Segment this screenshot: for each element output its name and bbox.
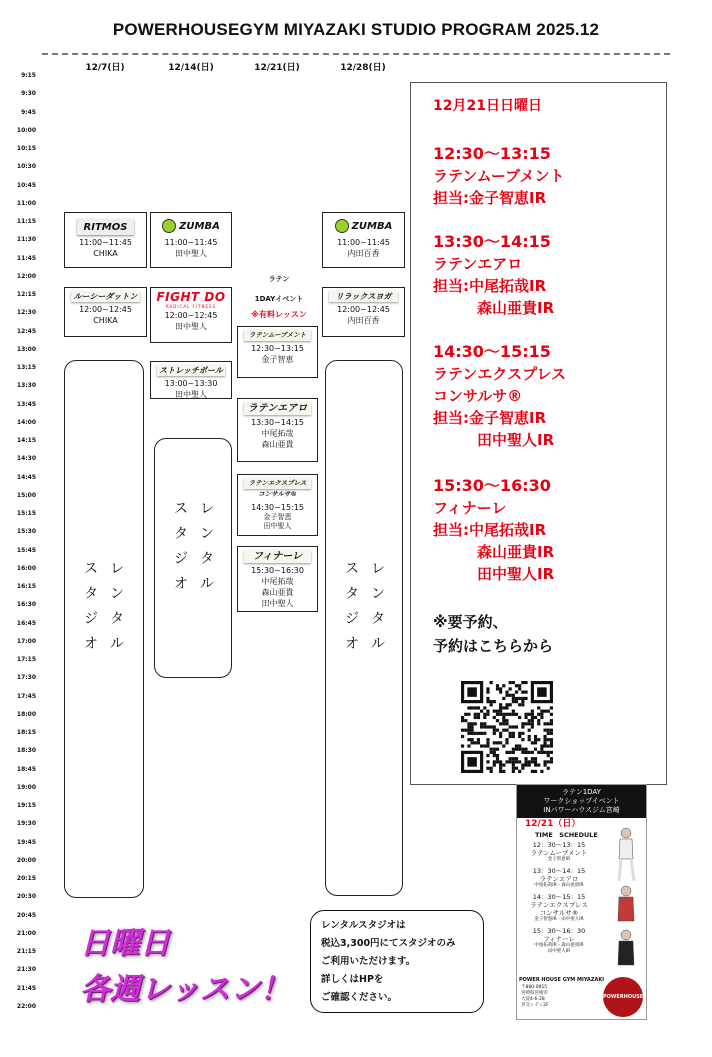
rental-note-line-2: 税込3,300円にてスタジオのみ: [321, 938, 456, 949]
poster-p1-staff: 金子智恵IR: [547, 857, 571, 862]
sunday-banner-2: 各週レッスン！: [80, 972, 290, 1007]
reservation-note-1: ※要予約、: [433, 613, 508, 631]
info-s3-name1: ラテンエクスプレス: [433, 365, 567, 383]
time-label: 10:30: [16, 163, 36, 171]
time-label: 10:15: [16, 145, 36, 152]
time-label: 12:30: [16, 309, 36, 317]
time-label: 12:15: [16, 291, 36, 298]
poster-address-4: 宮交シティ2F: [521, 1003, 549, 1008]
poster-p3-name: ラテンエクスプレス: [530, 901, 588, 909]
time-label: 13:00: [16, 345, 36, 353]
time-label: 20:15: [16, 875, 36, 882]
class-time: 13:00~13:30: [164, 379, 218, 388]
rental-col-a: レンタル: [110, 561, 124, 652]
poster-h2: ワークショップイベント: [543, 797, 620, 805]
date-header-3: 12/21(日): [254, 63, 300, 73]
poster-p1-name: ラテンムーブメント: [530, 849, 588, 857]
class-instructor: 森山亜貴: [261, 588, 294, 597]
info-s2-staff1: 担当:中尾拓哉IR: [433, 277, 547, 295]
zumba-logo: ZUMBA: [323, 218, 404, 234]
time-label: 21:00: [16, 929, 36, 937]
ritmos-logo: RITMOS: [77, 219, 134, 235]
date-header-2: 12/14(日): [168, 63, 214, 73]
class-time: 11:00~11:45: [337, 238, 390, 247]
rental-col-b: スタジオ: [84, 561, 98, 652]
info-s4-time: 15:30～16:30: [433, 476, 551, 495]
poster-gym-name: POWER HOUSE GYM MIYAZAKI: [519, 977, 605, 983]
class-instructor: 金子智恵: [263, 513, 292, 521]
rental-col-a: レンタル: [200, 501, 214, 592]
zumba-icon: [335, 219, 349, 233]
page-title: POWERHOUSEGYM MIYAZAKI STUDIO PROGRAM 2025.12: [112, 20, 600, 39]
poster-header: [517, 785, 646, 818]
class-time: 12:00~12:45: [337, 305, 390, 314]
rental-note-line-1: レンタルスタジオは: [321, 920, 406, 931]
class-zumba-1: [150, 212, 232, 268]
time-label: 12:00: [16, 272, 36, 280]
rental-studio-block-2: [154, 438, 232, 678]
info-date: 12月21日日曜日: [433, 98, 542, 114]
class-relax-yoga: [322, 287, 405, 337]
poster-time-schedule: TIME SCHEDULE: [535, 831, 598, 839]
event-poster: [516, 784, 647, 1040]
time-label: 15:00: [16, 491, 36, 499]
class-name-2: コンサルサ®: [258, 490, 297, 498]
sunday-banner-1: 日曜日: [80, 926, 170, 961]
poster-p3-staff: 金子智恵IR・田中聖人IR: [534, 917, 584, 922]
info-s1-time: 12:30～13:15: [433, 144, 551, 163]
class-time: 11:00~11:45: [79, 238, 132, 247]
class-instructor: 内田百香: [347, 316, 380, 325]
time-label: 13:15: [16, 364, 36, 371]
poster-p1-time: 12：30～13：15: [532, 841, 586, 849]
class-instructor: 中尾拓哉: [261, 429, 294, 438]
poster-date: 12/21（日）: [525, 819, 581, 829]
class-name: リラックスヨガ: [329, 291, 399, 302]
class-time: 12:00~12:45: [79, 305, 132, 314]
fightdo-logo-sub: RADICAL FITNESS: [165, 304, 217, 309]
info-s4-staff3: 田中聖人IR: [477, 565, 555, 583]
class-time: 13:30~14:15: [251, 418, 304, 427]
class-instructor: 内田百香: [347, 249, 380, 258]
time-label: 9:45: [21, 108, 36, 116]
rental-note-box: [310, 910, 484, 1013]
poster-h1: ラテン1DAY: [562, 788, 601, 796]
class-fightdo: [150, 287, 232, 343]
time-label: 18:30: [16, 747, 36, 755]
poster-p4-name: フィナーレ: [543, 935, 575, 943]
info-s3-name2: コンサルサ®: [433, 387, 523, 405]
time-label: 16:00: [16, 564, 36, 572]
time-label: 16:30: [16, 601, 36, 609]
rental-col-b: スタジオ: [345, 561, 359, 652]
class-instructor: 田中聖人: [175, 390, 207, 399]
time-label: 11:15: [16, 218, 36, 225]
rental-note-line-4: 詳しくはHPを: [321, 974, 384, 985]
poster-address-3: 大淀4-6-28: [521, 997, 545, 1002]
class-name: ルーシーダットン: [71, 291, 141, 302]
time-label: 15:15: [16, 510, 36, 517]
time-label: 18:45: [16, 765, 36, 773]
time-label: 14:00: [16, 418, 36, 426]
class-zumba-2: [322, 212, 405, 268]
dancer-figures-image: [609, 825, 643, 975]
poster-p2-staff: 中尾拓哉IR・森山亜貴IR: [534, 883, 584, 888]
info-s1-staff: 担当:金子智恵IR: [433, 189, 547, 207]
class-instructor: CHIKA: [93, 249, 118, 258]
poster-p3-name2: コンサルサ®: [539, 909, 579, 917]
class-ritmos: [64, 212, 147, 268]
time-label: 20:45: [16, 911, 36, 919]
poster-p4-staff1: 中尾拓哉IR・森山亜貴IR: [534, 943, 584, 948]
info-s3-time: 14:30～15:15: [433, 342, 551, 361]
rental-note-line-3: ご利用いただけます。: [321, 956, 416, 967]
time-label: 9:30: [21, 90, 36, 98]
zumba-icon: [162, 219, 176, 233]
event-info-panel: [410, 82, 667, 785]
info-s2-time: 13:30～14:15: [433, 232, 551, 251]
time-label: 20:30: [16, 893, 36, 901]
time-label: 14:15: [16, 437, 36, 444]
time-label: 13:30: [16, 382, 36, 390]
class-time: 12:30~13:15: [251, 344, 304, 353]
time-label: 14:45: [16, 473, 36, 481]
poster-h3: INパワーハウスジム宮崎: [543, 806, 620, 814]
rental-studio-block-1: [64, 360, 144, 898]
time-label: 20:00: [16, 856, 36, 864]
time-label: 21:30: [16, 966, 36, 974]
class-instructor: 田中聖人: [175, 322, 207, 331]
class-instructor: 金子智恵: [261, 355, 294, 364]
class-time: 12:00~12:45: [164, 311, 218, 320]
fightdo-logo: FIGHT DO: [156, 290, 226, 304]
class-finale: [237, 546, 318, 612]
time-label: 19:45: [16, 838, 36, 846]
poster-p3-time: 14：30～15：15: [532, 893, 586, 901]
class-instructor: 森山亜貴: [261, 440, 294, 449]
poster-p2-name: ラテンエアロ: [539, 875, 579, 883]
class-instructor: 田中聖人: [175, 249, 207, 258]
time-label: 9:15: [21, 72, 36, 79]
time-label: 19:00: [16, 783, 36, 791]
class-time: 14:30~15:15: [251, 503, 304, 512]
class-name: ラテンムーブメント: [244, 330, 312, 341]
time-label: 15:45: [16, 546, 36, 554]
time-label: 11:30: [16, 236, 36, 244]
time-label: 16:15: [16, 583, 36, 590]
class-name: フィナーレ: [244, 550, 312, 563]
poster-address-1: 〒880-0915: [521, 985, 548, 990]
poster-p4-staff2: 田中聖人IR: [547, 949, 571, 954]
info-s1-name: ラテンムーブメント: [433, 167, 565, 185]
class-latin-aero: [237, 398, 318, 462]
event-label: ラテン: [268, 275, 290, 283]
event-sub: 1DAYイベント: [254, 295, 304, 303]
rental-note-line-5: ご確認ください。: [321, 992, 398, 1003]
gym-logo-badge: POWERHOUSE GYM: [603, 977, 643, 1017]
reservation-note-2: 予約はこちらから: [433, 637, 554, 655]
class-time: 15:30~16:30: [251, 566, 304, 575]
class-name: ラテンエクスプレス: [244, 478, 312, 489]
poster-p2-time: 13：30～14：15: [532, 867, 586, 875]
class-dancetone: [64, 287, 147, 337]
time-label: 19:30: [16, 820, 36, 828]
time-label: 17:00: [16, 637, 36, 645]
info-s4-name: フィナーレ: [433, 499, 507, 517]
poster-schedule: [517, 841, 601, 955]
time-label: 18:00: [16, 710, 36, 718]
zumba-logo: ZUMBA: [151, 218, 231, 234]
time-label: 11:45: [16, 254, 36, 262]
info-s3-staff1: 担当:金子智恵IR: [433, 409, 547, 427]
class-latin-express: [237, 474, 318, 536]
rental-studio-block-4: [325, 360, 403, 896]
time-label: 19:15: [16, 802, 36, 809]
class-name: ストレッチポール: [157, 365, 226, 376]
reservation-qr-code[interactable]: [461, 681, 553, 773]
time-label: 12:45: [16, 327, 36, 335]
class-stretch: [150, 361, 232, 399]
class-instructor: CHIKA: [93, 316, 118, 325]
time-label: 14:30: [16, 455, 36, 463]
time-label: 22:00: [16, 1002, 36, 1010]
title-rule: [42, 53, 670, 55]
time-label: 15:30: [16, 528, 36, 536]
paid-note: ※有料レッスン: [251, 310, 307, 319]
class-latin-movement: [237, 326, 318, 378]
date-header-1: 12/7(日): [85, 63, 125, 73]
poster-address-2: 宮崎県宮崎市: [521, 991, 548, 996]
info-s2-staff2: 森山亜貴IR: [477, 299, 555, 317]
time-label: 16:45: [16, 619, 36, 627]
rental-col-a: レンタル: [371, 561, 385, 652]
class-instructor: 田中聖人: [263, 522, 292, 530]
poster-p4-time: 15：30～16：30: [532, 927, 586, 935]
rental-col-b: スタジオ: [174, 501, 188, 592]
time-label: 17:15: [16, 656, 36, 663]
time-label: 18:15: [16, 729, 36, 736]
info-s4-staff1: 担当:中尾拓哉IR: [433, 521, 547, 539]
time-label: 17:30: [16, 674, 36, 682]
time-label: 21:15: [16, 948, 36, 955]
info-s3-staff2: 田中聖人IR: [477, 431, 555, 449]
time-label: 21:45: [16, 984, 36, 992]
time-label: 17:45: [16, 692, 36, 700]
date-header-4: 12/28(日): [340, 63, 386, 73]
class-name: ラテンエアロ: [244, 402, 312, 415]
time-label: 11:00: [16, 199, 36, 207]
time-label: 13:45: [16, 400, 36, 408]
time-label: 10:00: [16, 126, 36, 134]
class-time: 11:00~11:45: [164, 238, 218, 247]
info-s4-staff2: 森山亜貴IR: [477, 543, 555, 561]
class-instructor: 中尾拓哉: [261, 577, 294, 586]
class-instructor: 田中聖人: [261, 599, 294, 608]
info-s2-name: ラテンエアロ: [433, 255, 523, 273]
time-label: 10:45: [16, 181, 36, 189]
